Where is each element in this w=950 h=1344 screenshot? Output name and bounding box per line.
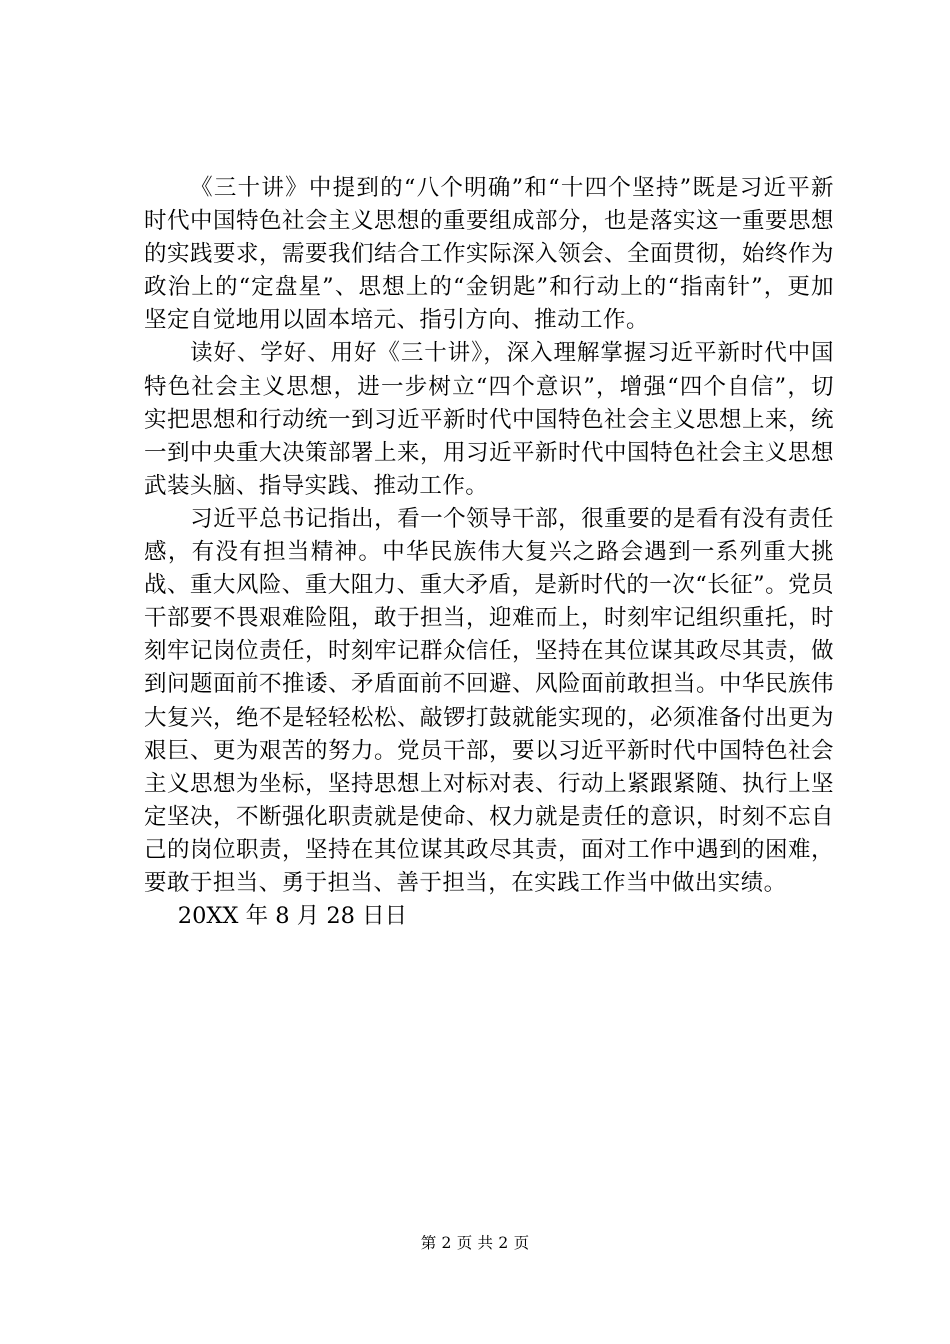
page-footer: 第 2 页 共 2 页 xyxy=(420,1234,530,1252)
paragraph-1: 《三十讲》中提到的“八个明确”和“十四个坚持”既是习近平新时代中国特色社会主义思想的重要组成部分，也是落实这一重要思想的实践要求，需要我们结合工作实际深入领会、全面贯彻，始终作为政治上的“定盘星”、思想上的“金钥匙”和行动上的“指南针”，更加坚定自觉地用以固本培元、指引方向、推动工作。 xyxy=(144,175,834,334)
document-body xyxy=(144,172,834,933)
paragraph-3: 习近平总书记指出，看一个领导干部，很重要的是看有没有责任感，有没有担当精神。中华民族伟大复兴之路会遇到一系列重大挑战、重大风险、重大阻力、重大矛盾，是新时代的一次“长征”。党员干部要不畏艰难险阻，敢于担当，迎难而上，时刻牢记组织重托，时刻牢记岗位责任，时刻牢记群众信任，坚持在其位谋其政尽其责，做到问题面前不推诿、矛盾面前不回避、风险面前敢担当。中华民族伟大复兴，绝不是轻轻松松、敲锣打鼓就能实现的，必须准备付出更为艰巨、更为艰苦的努力。党员干部，要以习近平新时代中国特色社会主义思想为坐标，坚持思想上对标对表、行动上紧跟紧随、执行上坚定坚决，不断强化职责就是使命、权力就是责任的意识，时刻不忘自己的岗位职责，坚持在其位谋其政尽其责，面对工作中遇到的困难，要敢于担当、勇于担当、善于担当，在实践工作当中做出实绩。 xyxy=(144,505,834,896)
document-date: 20XX 年 8 月 28 日日 xyxy=(177,903,408,930)
paragraph-2: 读好、学好、用好《三十讲》，深入理解掌握习近平新时代中国特色社会主义思想，进一步树立“四个意识”，增强“四个自信”，切实把思想和行动统一到习近平新时代中国特色社会主义思想上来，统一到中央重大决策部署上来，用习近平新时代中国特色社会主义思想武装头脑、指导实践、推动工作。 xyxy=(144,340,834,499)
